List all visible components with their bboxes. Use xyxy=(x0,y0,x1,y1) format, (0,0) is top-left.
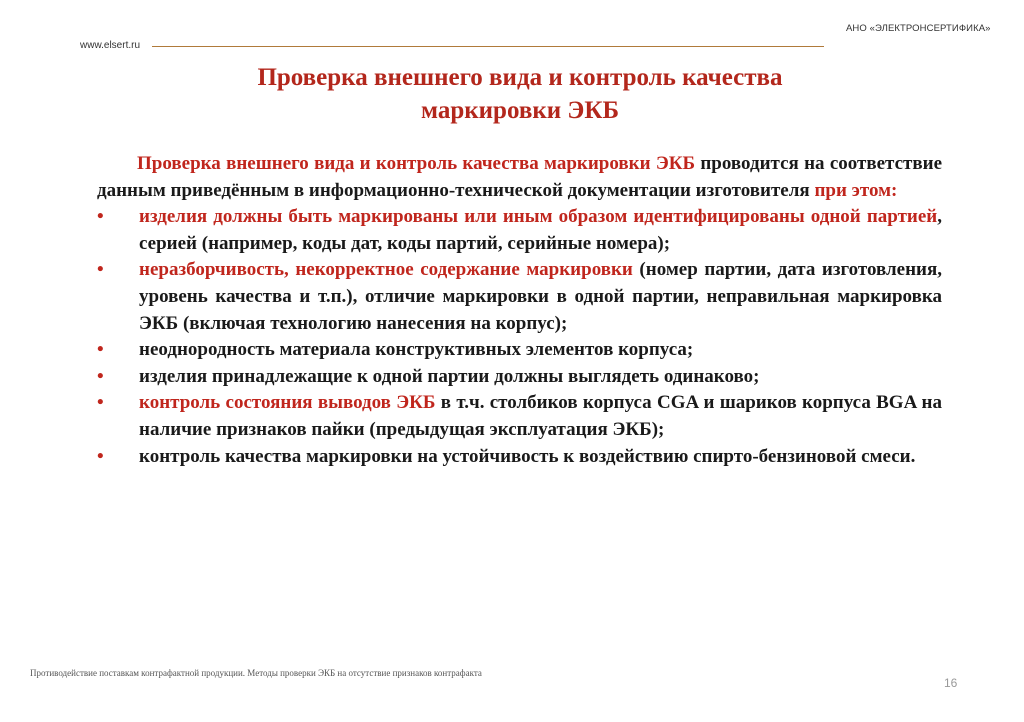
item-highlight: контроль состояния выводов ЭКБ xyxy=(139,392,436,414)
item-text: (номер партии, дата изготовления, уровень качества и т.п.), отличие маркировки в одной партии, неправильная маркировка ЭКБ (включая технологию нанесения на корпус); xyxy=(139,259,942,334)
list-item xyxy=(97,390,942,443)
bullet-icon: • xyxy=(97,206,104,228)
item-text: неоднородность материала конструктивных элементов корпуса; xyxy=(139,339,694,361)
bullet-icon: • xyxy=(97,445,104,467)
slide-title-line-2: маркировки ЭКБ xyxy=(420,97,620,124)
header-divider xyxy=(152,46,824,47)
slide-title xyxy=(120,61,920,127)
site-url[interactable]: www.elsert.ru xyxy=(80,40,141,51)
intro-paragraph xyxy=(97,151,942,204)
list-item xyxy=(97,364,942,391)
bullet-icon: • xyxy=(97,392,104,414)
item-highlight: изделия должны быть маркированы или иным образом идентифицированы одной партией xyxy=(139,206,938,228)
slide-title-line-1: Проверка внешнего вида и контроль качества xyxy=(257,64,783,91)
intro-lead: Проверка внешнего вида и контроль качества маркировки ЭКБ xyxy=(137,153,696,174)
organization-name: АНО «ЭЛЕКТРОНСЕРТИФИКА» xyxy=(846,23,991,34)
bullet-icon: • xyxy=(97,365,104,387)
list-item xyxy=(97,444,942,471)
footer-caption: Противодействие поставкам контрафактной продукции. Методы проверки ЭКБ на отсутствие признаков контрафакта xyxy=(30,668,482,678)
list-item xyxy=(97,204,942,257)
slide-body xyxy=(97,151,942,470)
bullet-icon: • xyxy=(97,259,104,281)
item-text: контроль качества маркировки на устойчивость к воздействию спирто-бензиновой смеси. xyxy=(139,445,916,467)
item-text: изделия принадлежащие к одной партии должны выглядеть одинаково; xyxy=(139,365,760,387)
intro-tail: при этом: xyxy=(814,179,898,201)
list-item xyxy=(97,337,942,364)
item-text: в т.ч. столбиков корпуса CGA и шариков корпуса BGA на наличие признаков пайки (предыдущая эксплуатация ЭКБ); xyxy=(139,392,942,440)
item-text: , серией (например, коды дат, коды партий, серийные номера); xyxy=(139,206,942,254)
list-item xyxy=(97,257,942,337)
page-number: 16 xyxy=(944,676,958,690)
item-highlight: неразборчивость, некорректное содержание маркировки xyxy=(139,259,633,281)
bullet-icon: • xyxy=(97,339,104,361)
intro-text: проводится на соответствие данным приведённым в информационно-технической документации изготовителя xyxy=(97,153,943,201)
